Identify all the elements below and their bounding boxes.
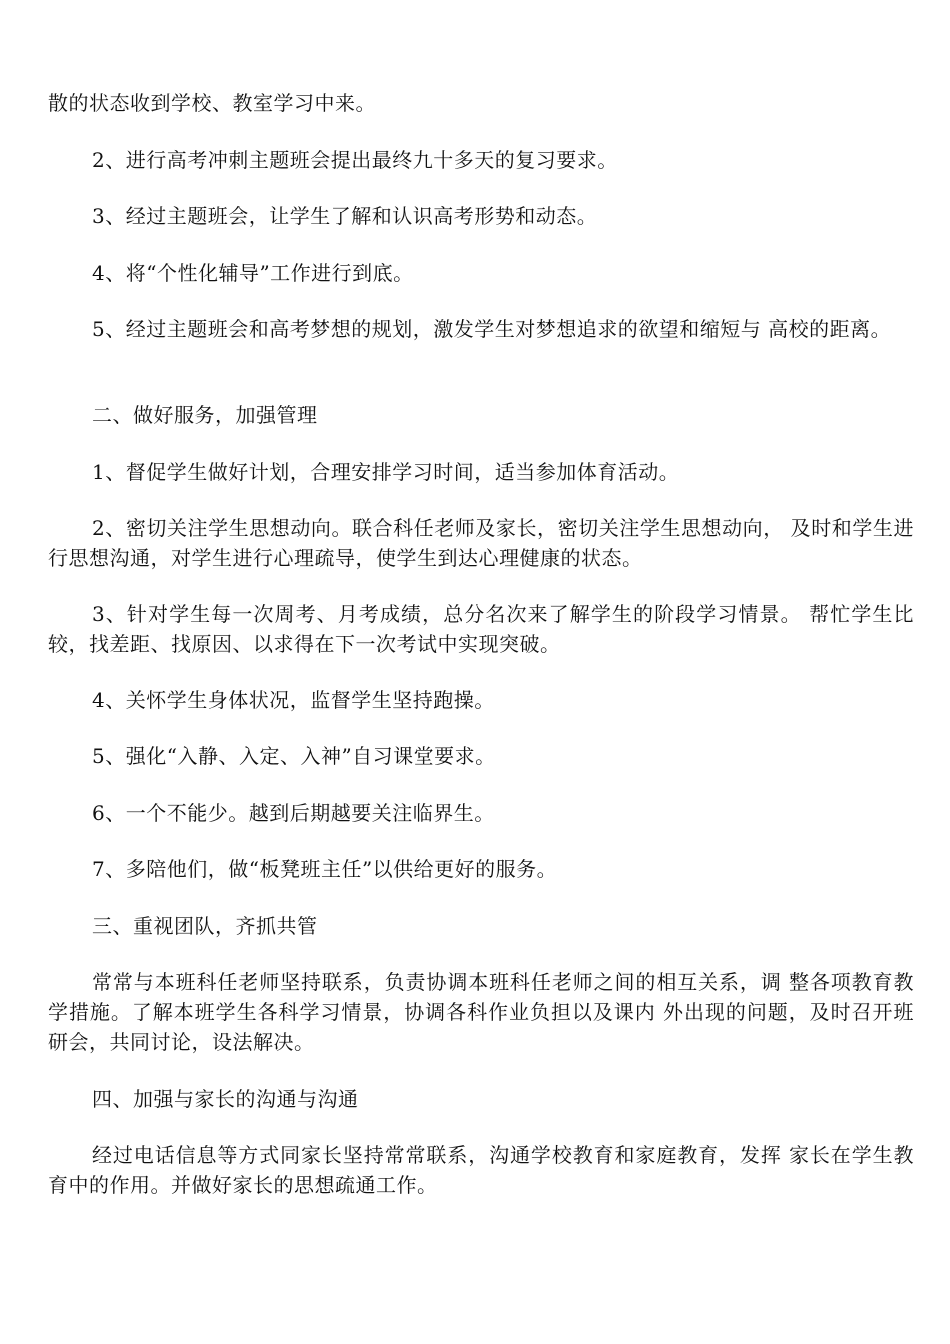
paragraph-parents: 经过电话信息等方式同家长坚持常常联系，沟通学校教育和家庭教育，发挥 家长在学生教育中的作用。并做好家长的思想疏通工作。 <box>48 1143 914 1197</box>
section-heading-4: 四、加强与家长的沟通与沟通 <box>92 1087 359 1111</box>
list-item-4-b: 4、关怀学生身体状况，监督学生坚持跑操。 <box>92 688 495 712</box>
list-item-3: 3、经过主题班会，让学生了解和认识高考形势和动态。 <box>92 204 598 228</box>
section-heading-3: 三、重视团队，齐抓共管 <box>92 914 318 938</box>
paragraph-continuation: 散的状态收到学校、教室学习中来。 <box>48 91 376 115</box>
list-item-3-b: 3、针对学生每一次周考、月考成绩，总分名次来了解学生的阶段学习情景。 帮忙学生比较，找差距、找原因、以求得在下一次考试中实现突破。 <box>48 602 914 656</box>
section-heading-2: 二、做好服务，加强管理 <box>92 403 318 427</box>
list-item-2: 2、进行高考冲刺主题班会提出最终九十多天的复习要求。 <box>92 148 618 172</box>
list-item-4: 4、将“个性化辅导”工作进行到底。 <box>92 261 414 285</box>
list-item-5-b: 5、强化“入静、入定、入神”自习课堂要求。 <box>92 744 496 768</box>
list-item-6: 6、一个不能少。越到后期越要关注临界生。 <box>92 801 495 825</box>
list-item-5: 5、经过主题班会和高考梦想的规划，激发学生对梦想追求的欲望和缩短与 高校的距离。 <box>92 317 892 341</box>
list-item-1: 1、督促学生做好计划，合理安排学习时间，适当参加体育活动。 <box>92 460 680 484</box>
list-item-7: 7、多陪他们，做“板凳班主任”以供给更好的服务。 <box>92 857 558 881</box>
list-item-2-b: 2、密切关注学生思想动向。联合科任老师及家长，密切关注学生思想动向， 及时和学生进行思想沟通，对学生进行心理疏导，使学生到达心理健康的状态。 <box>48 516 914 570</box>
paragraph-team: 常常与本班科任老师坚持联系，负责协调本班科任老师之间的相互关系，调 整各项教育教学措施。了解本班学生各科学习情景，协调各科作业负担以及课内 外出现的问题，及时召开班研会，共同讨论，设法解决。 <box>48 970 914 1054</box>
